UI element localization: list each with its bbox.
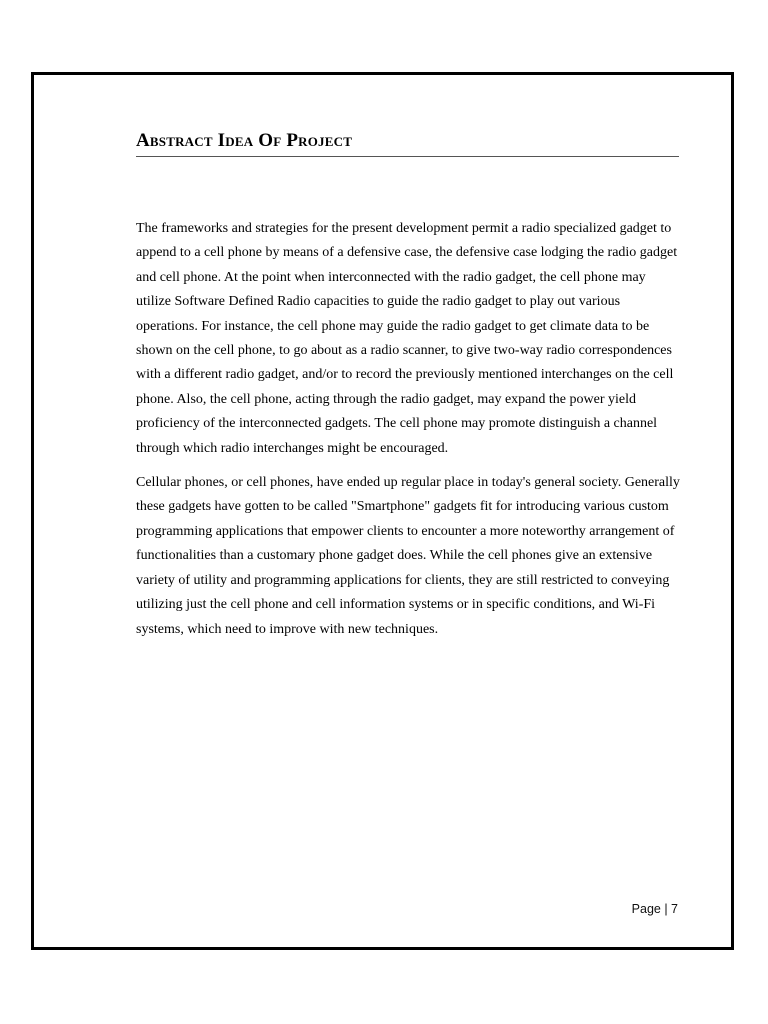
section-heading: Abstract Idea Of Project (136, 130, 353, 151)
page-number: Page | 7 (631, 902, 678, 916)
paragraph-1: The frameworks and strategies for the present development permit a radio specialized gadget to append to a cell phone by means of a defensive case, the defensive case lodging the radio gadget and cell phone. At the point when interconnected with the radio gadget, the cell phone may utilize Software Defined Radio capacities to guide the radio gadget to play out various operations. For instance, the cell phone may guide the radio gadget to get climate data to be shown on the cell phone, to go about as a radio scanner, to give two-way radio correspondences with a different radio gadget, and/or to record the previously mentioned interchanges on the cell phone. Also, the cell phone, acting through the radio gadget, may expand the power yield proficiency of the interconnected gadgets. The cell phone may promote distinguish a channel through which radio interchanges might be encouraged. (136, 221, 678, 456)
paragraph-2: Cellular phones, or cell phones, have ended up regular place in today's general society. Generally these gadgets have gotten to be called "Smartphone" gadgets fit for introducing various custom programming applications that empower clients to encounter a more noteworthy arrangement of functionalities than a customary phone gadget does. While the cell phones give an extensive variety of utility and programming applications for clients, they are still restricted to conveying utilizing just the cell phone and cell information systems or in specific conditions, and Wi-Fi systems, which need to improve with new techniques. (136, 475, 680, 637)
body-text (136, 217, 684, 652)
heading-underline (136, 156, 679, 157)
